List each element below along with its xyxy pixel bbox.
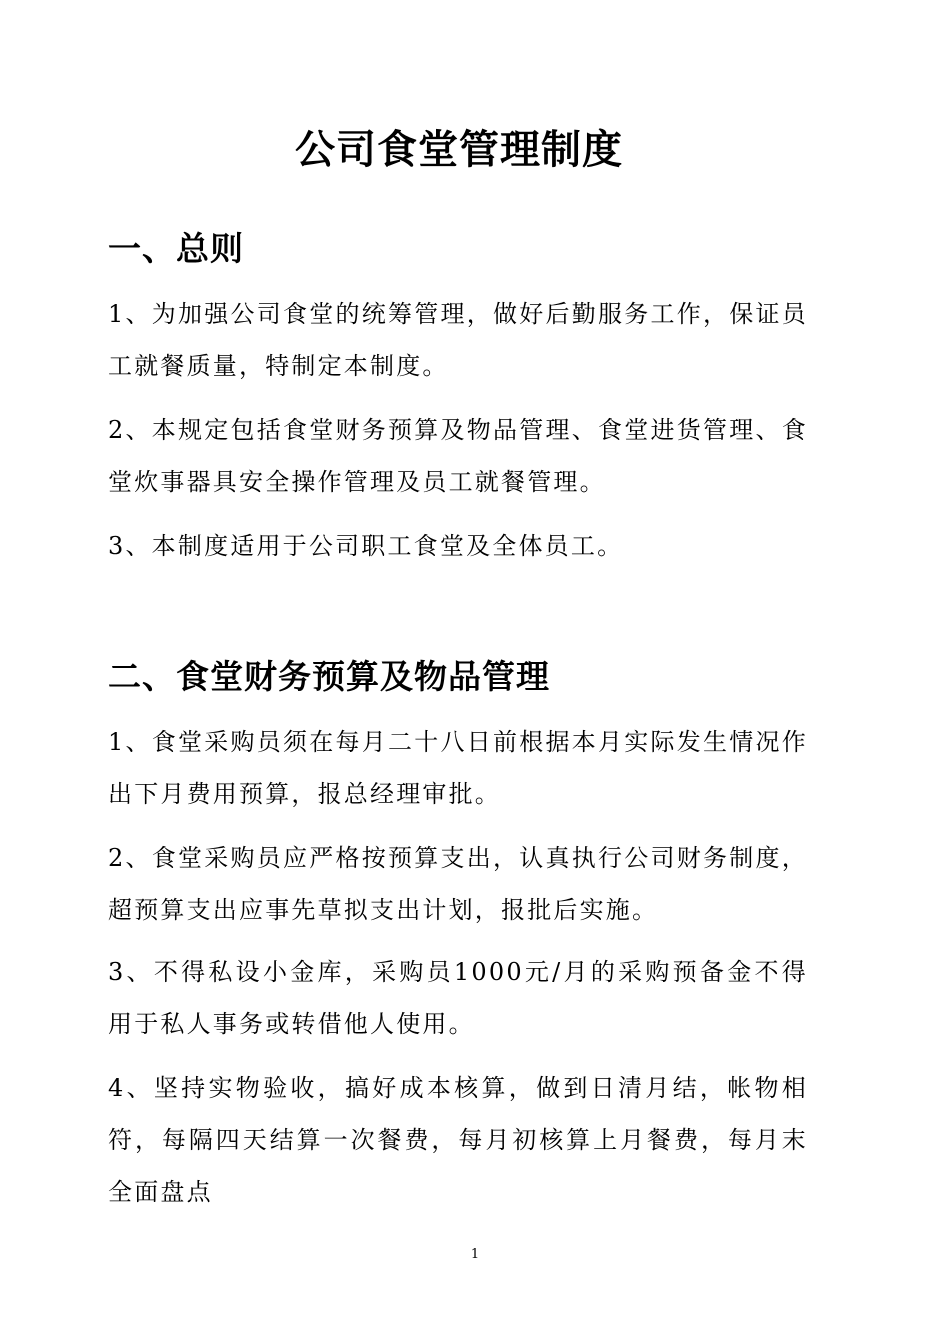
paragraph-general-1: 1、为加强公司食堂的统筹管理，做好后勤服务工作，保证员工就餐质量，特制定本制度。: [108, 300, 808, 380]
paragraph-general-2: 2、本规定包括食堂财务预算及物品管理、食堂进货管理、食堂炊事器具安全操作管理及员工就餐管理。: [108, 416, 808, 496]
paragraph-finance-2: 2、食堂采购员应严格按预算支出，认真执行公司财务制度，超预算支出应事先草拟支出计划，报批后实施。: [108, 844, 808, 924]
section-heading-general: 一、总则: [108, 229, 244, 268]
document-title: 公司食堂管理制度: [295, 126, 623, 173]
page-number: 1: [470, 1247, 480, 1262]
section-heading-finance: 二、食堂财务预算及物品管理: [108, 657, 550, 696]
paragraph-finance-1: 1、食堂采购员须在每月二十八日前根据本月实际发生情况作出下月费用预算，报总经理审批。: [108, 728, 808, 808]
paragraph-finance-4: 4、坚持实物验收，搞好成本核算，做到日清月结，帐物相符，每隔四天结算一次餐费，每月初核算上月餐费，每月末全面盘点: [108, 1074, 808, 1206]
paragraph-general-3: 3、本制度适用于公司职工食堂及全体员工。: [108, 532, 624, 560]
paragraph-finance-3: 3、不得私设小金库，采购员1000元/月的采购预备金不得用于私人事务或转借他人使用。: [108, 958, 808, 1038]
